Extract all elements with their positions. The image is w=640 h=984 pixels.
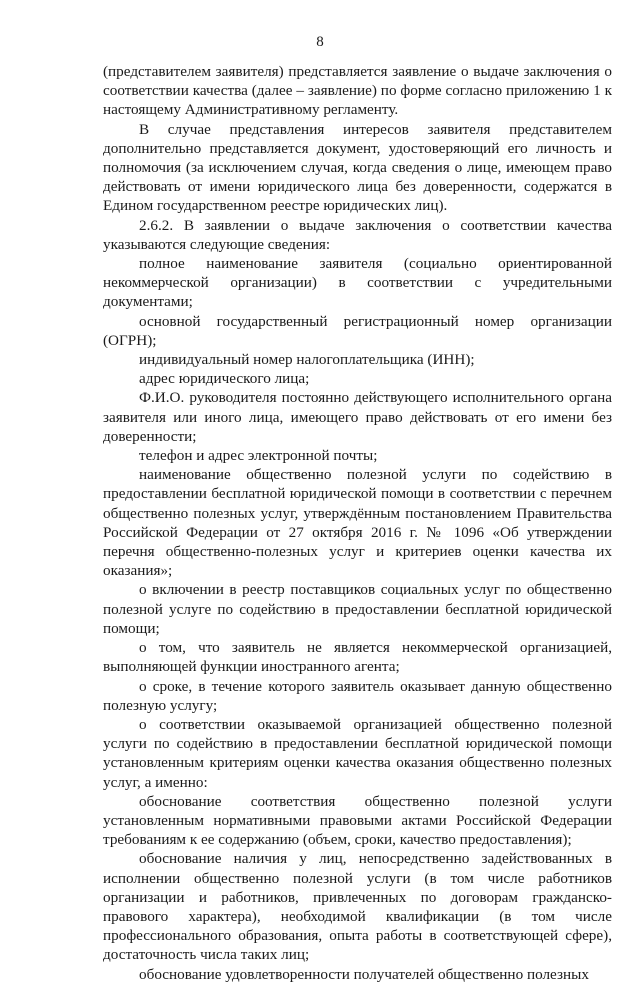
page-number: 8	[316, 34, 324, 50]
paragraph: индивидуальный номер налогоплательщика (ИНН);	[139, 351, 475, 369]
paragraph: наименование общественно полезной услуги по содействию в предоставлении бесплатной юридической помощи в соответствии с перечнем общественно полезных услуг, утверждённым постановлением Правительства Российской Федерации от 27 октября 2016 г. № 1096 «Об утверждении перечня общественно-полезных услуг и критериев оценки качества их оказания»;	[103, 466, 612, 580]
paragraph: (представителем заявителя) представляется заявление о выдаче заключения о соответствии качества (далее – заявление) по форме согласно приложению 1 к настоящему Административному регламенту.	[103, 63, 612, 119]
paragraph: В случае представления интересов заявителя представителем дополнительно представляется документ, удостоверяющий его личность и полномочия (за исключением случая, когда сведения о лице, имеющем право действовать от имени юридического лица без доверенности, содержатся в Едином государственном реестре юридических лиц).	[103, 120, 612, 215]
paragraph: о включении в реестр поставщиков социальных услуг по общественно полезной услуге по содействию в предоставлении бесплатной юридической помощи;	[103, 581, 612, 637]
paragraph: адрес юридического лица;	[139, 370, 310, 388]
paragraph: полное наименование заявителя (социально ориентированной некоммерческой организации) в соответствии с учредительными документами;	[103, 255, 612, 311]
paragraph: Ф.И.О. руководителя постоянно действующего исполнительного органа заявителя или иного лица, имеющего право действовать от его имени без доверенности;	[103, 389, 612, 445]
paragraph: обоснование соответствия общественно полезной услуги установленным нормативными правовыми актами Российской Федерации требованиям к ее содержанию (объем, сроки, качество предоставления);	[103, 792, 612, 849]
document-body	[103, 62, 612, 984]
paragraph: обоснование удовлетворенности получателей общественно полезных	[139, 965, 589, 983]
paragraph: о сроке, в течение которого заявитель оказывает данную общественно полезную услугу;	[103, 677, 612, 714]
paragraph: о том, что заявитель не является некоммерческой организацией, выполняющей функции иностранного агента;	[103, 639, 612, 676]
paragraph: обоснование наличия у лиц, непосредственно задействованных в исполнении общественно полезной услуги (в том числе работников организации и работников, привлеченных по договорам гражданско-правового характера), необходимой квалификации (в том числе профессионального образования, опыта работы в соответствующей сфере), достаточность числа таких лиц;	[103, 850, 612, 964]
paragraph: 2.6.2. В заявлении о выдаче заключения о соответствии качества указываются следующие сведения:	[103, 216, 612, 253]
paragraph: основной государственный регистрационный номер организации (ОГРН);	[103, 312, 612, 349]
paragraph: телефон и адрес электронной почты;	[139, 447, 378, 465]
paragraph: о соответствии оказываемой организацией общественно полезной услуги по содействию в предоставлении бесплатной юридической помощи установленным критериям оценки качества оказания общественно полезных услуг, а именно:	[103, 715, 612, 791]
